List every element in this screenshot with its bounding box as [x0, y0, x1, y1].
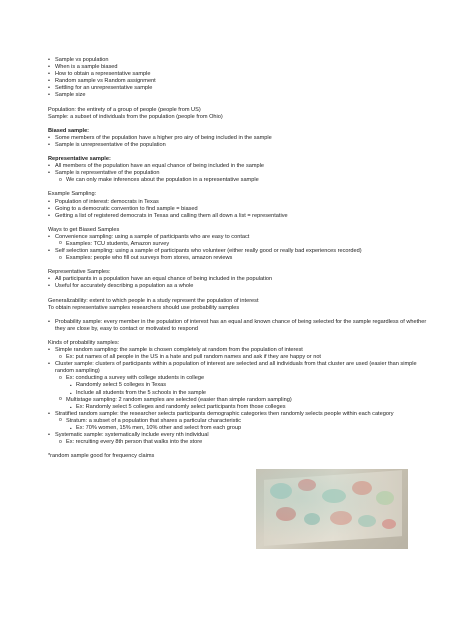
list-item: • Cluster sample: clusters of participants within a population of interest are selected and all individuals from that cluster are used (easier than simple random sampling)	[48, 361, 428, 375]
photo-light	[256, 469, 408, 549]
sub-sub-list-item: • Randomly select 5 colleges in Texas	[48, 382, 428, 389]
biased-ways-list	[48, 234, 428, 262]
generalizability-definition: Generalizability: extent to which people in a study represent the population of interest	[48, 297, 259, 304]
list-item: • Probability sample: every member in the population of interest has an equal and known chance of being selected for the sample regardless of whether they are close by, easy to contact or motivated to respond	[48, 319, 428, 333]
topic-item: • Settling for an unrepresentative sample	[48, 85, 428, 92]
topic-item: • Random sample vs Random assignment	[48, 78, 428, 85]
list-item: • Convenience sampling: using a sample of participants who are easy to contact	[48, 234, 428, 241]
representative-samples-list	[48, 276, 428, 290]
list-item: • Getting a list of registered democrats in Texas and calling them all down a list = representative	[48, 213, 428, 220]
example-sampling-heading: Example Sampling:	[48, 191, 97, 198]
sub-list-item: o Ex: put names of all people in the US in a hate and pull random names and ask if they are happy or not	[48, 354, 428, 361]
probability-sample-list	[48, 319, 428, 333]
sub-list-item: o Ex: recruiting every 8th person that walks into the store	[48, 439, 428, 446]
list-item: • Systematic sample: systematically include every nth individual	[48, 432, 428, 439]
list-item: • Going to a democratic convention to find sample = biased	[48, 206, 428, 213]
sub-list-item: o Examples: TCU students, Amazon survey	[48, 241, 428, 248]
sub-sub-list-item: • Ex: Randomly select 5 colleges and randomly select participants from those colleges	[48, 404, 428, 411]
list-item: • Sample is representative of the population	[48, 170, 428, 177]
kinds-heading: Kinds of probability samples:	[48, 339, 120, 346]
list-item: • All participants in a population have an equal chance of being included in the population	[48, 276, 428, 283]
obtain-line: To obtain representative samples researchers should use probability samples	[48, 304, 240, 311]
topic-item: • Sample vs population	[48, 57, 428, 64]
representative-sample-heading: Representative sample:	[48, 156, 111, 163]
topic-item: • Sample size	[48, 92, 428, 99]
sub-list-item: o Ex: conducting a survey with college students in college	[48, 375, 428, 382]
sub-list-item: o Examples: people who fill out surveys from stores, amazon reviews	[48, 255, 428, 262]
representative-sample-list	[48, 163, 428, 184]
list-item: • Simple random sampling: the sample is chosen completely at random from the population of interest	[48, 347, 428, 354]
sample-definition: Sample: a subset of individuals from the population (people from Ohio)	[48, 113, 223, 120]
biased-ways-heading: Ways to get Biased Samples	[48, 226, 120, 233]
list-item: • Stratified random sample: the researcher selects participants demographic categories then randomly selects people within each category	[48, 411, 428, 418]
biased-sample-list	[48, 135, 428, 149]
list-item: • Self selection sampling: using a sample of participants who volunteer (either really good or really bad experiences recorded)	[48, 248, 428, 255]
biased-sample-heading: Biased sample:	[48, 127, 90, 134]
sub-list-item: o Stratum: a subset of a population that shares a particular characteristic	[48, 418, 256, 425]
topic-item: • How to obtain a representative sample	[48, 71, 428, 78]
list-item: • Useful for accurately describing a population as a whole	[48, 283, 428, 290]
example-sampling-list	[48, 199, 428, 220]
representative-samples-heading: Representative Samples:	[48, 269, 111, 276]
topic-list	[48, 57, 428, 100]
kinds-list	[48, 347, 428, 446]
list-item: • Some members of the population have a higher pro airy of being included in the sample	[48, 135, 428, 142]
list-item: • Sample is unrepresentative of the population	[48, 142, 428, 149]
sub-list-item: o We can only make inferences about the population in a representative sample	[48, 177, 428, 184]
footnote: *random sample good for frequency claims	[48, 453, 155, 460]
notes-content	[48, 57, 428, 460]
population-definition: Population: the entirety of a group of people (people from US)	[48, 106, 201, 113]
list-item: • Population of interest: democrats in Texas	[48, 199, 428, 206]
topic-item: • When is a sample biased	[48, 64, 428, 71]
sub-list-item: o Multistage sampling: 2 random samples are selected (easier than simple random sampling)	[48, 397, 428, 404]
sub-sub-list-item: • Ex: 70% women, 15% men, 10% other and select from each group	[48, 425, 266, 432]
list-item: • All members of the population have an equal chance of being included in the sample	[48, 163, 428, 170]
whiteboard-photo	[256, 469, 408, 549]
sub-sub-list-item: • Include all students from the 5 schools in the sample	[48, 390, 428, 397]
